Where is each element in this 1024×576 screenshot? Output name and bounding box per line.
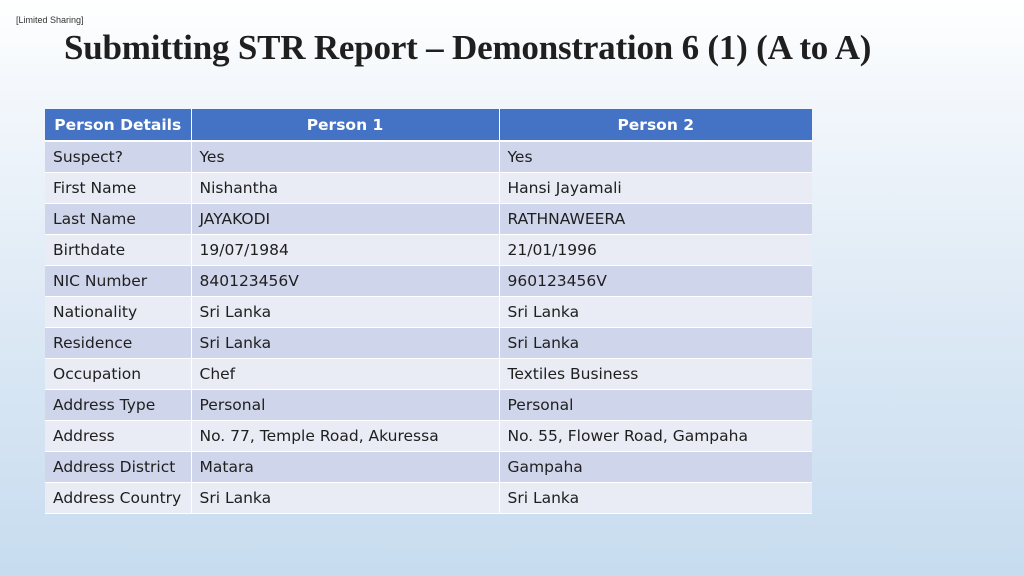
row-label: Residence bbox=[45, 328, 191, 359]
person-1-value: Personal bbox=[191, 390, 499, 421]
column-header-person-2: Person 2 bbox=[499, 109, 812, 141]
person-1-value: 840123456V bbox=[191, 266, 499, 297]
table-row bbox=[45, 421, 812, 452]
person-1-value: Sri Lanka bbox=[191, 483, 499, 514]
table-row bbox=[45, 483, 812, 514]
person-1-value: JAYAKODI bbox=[191, 204, 499, 235]
row-label: NIC Number bbox=[45, 266, 191, 297]
row-label: Last Name bbox=[45, 204, 191, 235]
person-1-value: Nishantha bbox=[191, 173, 499, 204]
row-label: First Name bbox=[45, 173, 191, 204]
slide-title: Submitting STR Report – Demonstration 6 (1) (A to A) bbox=[64, 28, 872, 67]
table-row bbox=[45, 173, 812, 204]
table-row bbox=[45, 328, 812, 359]
person-1-value: Sri Lanka bbox=[191, 297, 499, 328]
table-header-row bbox=[45, 109, 812, 141]
table-row bbox=[45, 204, 812, 235]
person-2-value: RATHNAWEERA bbox=[499, 204, 812, 235]
person-1-value: Sri Lanka bbox=[191, 328, 499, 359]
person-2-value: 21/01/1996 bbox=[499, 235, 812, 266]
person-2-value: Sri Lanka bbox=[499, 483, 812, 514]
column-header-person-details: Person Details bbox=[45, 109, 191, 141]
table-row bbox=[45, 452, 812, 483]
person-2-value: Yes bbox=[499, 141, 812, 173]
person-2-value: Sri Lanka bbox=[499, 297, 812, 328]
person-2-value: Textiles Business bbox=[499, 359, 812, 390]
person-2-value: Personal bbox=[499, 390, 812, 421]
table-row bbox=[45, 141, 812, 173]
person-2-value: No. 55, Flower Road, Gampaha bbox=[499, 421, 812, 452]
row-label: Suspect? bbox=[45, 141, 191, 173]
table-row bbox=[45, 390, 812, 421]
table-row bbox=[45, 235, 812, 266]
person-details-table bbox=[45, 109, 812, 514]
person-1-value: No. 77, Temple Road, Akuressa bbox=[191, 421, 499, 452]
person-2-value: Gampaha bbox=[499, 452, 812, 483]
sharing-label: [Limited Sharing] bbox=[16, 15, 84, 25]
table-row bbox=[45, 359, 812, 390]
table-row bbox=[45, 297, 812, 328]
row-label: Nationality bbox=[45, 297, 191, 328]
row-label: Address Country bbox=[45, 483, 191, 514]
person-2-value: Hansi Jayamali bbox=[499, 173, 812, 204]
person-details-table-container bbox=[45, 109, 812, 514]
row-label: Birthdate bbox=[45, 235, 191, 266]
row-label: Address Type bbox=[45, 390, 191, 421]
person-1-value: Matara bbox=[191, 452, 499, 483]
row-label: Address District bbox=[45, 452, 191, 483]
person-1-value: Chef bbox=[191, 359, 499, 390]
table-row bbox=[45, 266, 812, 297]
person-1-value: Yes bbox=[191, 141, 499, 173]
row-label: Address bbox=[45, 421, 191, 452]
person-2-value: 960123456V bbox=[499, 266, 812, 297]
person-2-value: Sri Lanka bbox=[499, 328, 812, 359]
row-label: Occupation bbox=[45, 359, 191, 390]
person-1-value: 19/07/1984 bbox=[191, 235, 499, 266]
column-header-person-1: Person 1 bbox=[191, 109, 499, 141]
